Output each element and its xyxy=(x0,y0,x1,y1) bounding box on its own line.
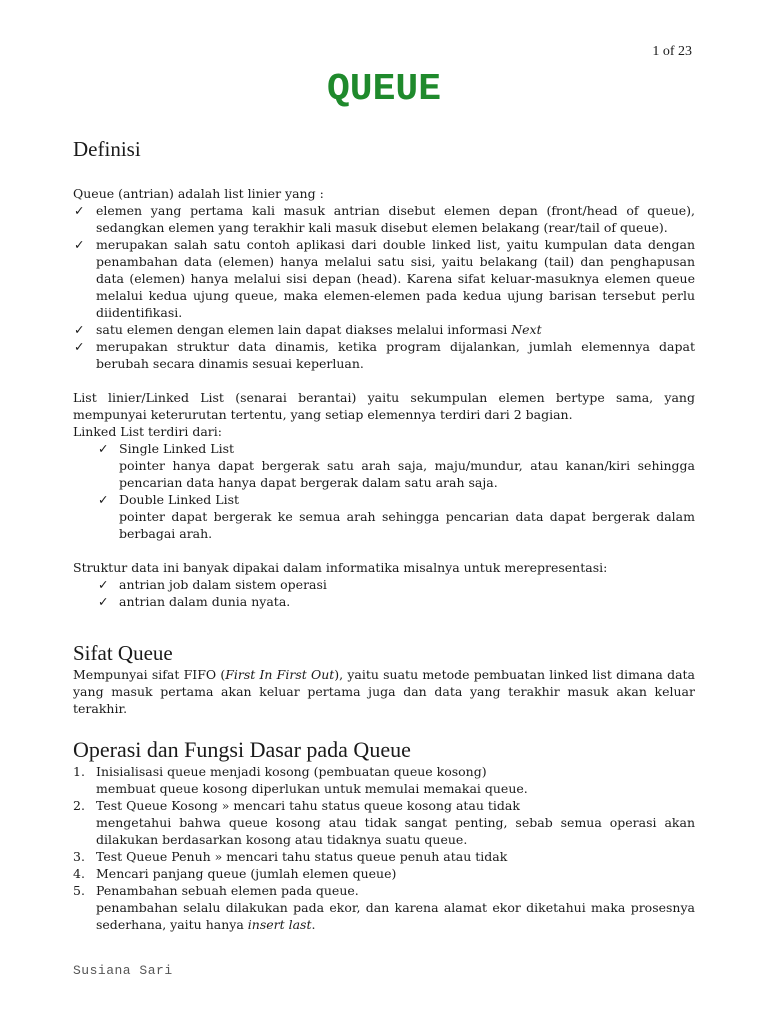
sifat-text: Mempunyai sifat FIFO (First In First Out), yaitu suatu metode pembuatan linked list dimana data yang masuk pertama akan keluar pertama juga dan data yang terakhir masuk akan keluar terakhir. xyxy=(73,667,696,716)
linked-list-definition: List linier/Linked List (senarai berantai) yaitu sekumpulan elemen bertype sama, yang mempunyai keterurutan tertentu, yang setiap elemennya terdiri dari 2 bagian. xyxy=(73,390,695,422)
list-item: 1. Inisialisasi queue menjadi kosong (pembuatan queue kosong) membuat queue kosong diperlukan untuk memulai memakai queue. xyxy=(73,764,528,796)
type-name: Single Linked List xyxy=(119,441,235,456)
document-body xyxy=(73,136,695,933)
queue-intro: Queue (antrian) adalah list linier yang : xyxy=(73,186,324,201)
operasi-heading: Operasi dan Fungsi Dasar pada Queue xyxy=(73,737,411,762)
list-item: ✓ elemen yang pertama kali masuk antrian disebut elemen depan (front/head of queue), sedangkan elemen yang terakhir kali masuk disebut elemen belakang (rear/tail of queue). xyxy=(74,203,695,235)
type-desc: pointer hanya dapat bergerak satu arah saja, maju/mundur, atau kanan/kiri sehingga pencarian data hanya dapat bergerak dalam satu arah saja. xyxy=(119,458,695,490)
fifo-italic: First In First Out xyxy=(225,667,335,682)
insert-last-italic: insert last xyxy=(247,917,312,932)
italic-next: Next xyxy=(511,322,542,337)
list-item: ✓ satu elemen dengan elemen lain dapat diakses melalui informasi Next xyxy=(74,322,542,337)
sifat-heading: Sifat Queue xyxy=(73,641,173,665)
check-icon: ✓ xyxy=(98,441,109,456)
check-icon: ✓ xyxy=(74,322,85,337)
check-icon: ✓ xyxy=(98,577,109,592)
list-item: ✓ antrian job dalam sistem operasi xyxy=(98,577,327,592)
list-item: 4. Mencari panjang queue (jumlah elemen queue) xyxy=(73,866,397,881)
check-icon: ✓ xyxy=(74,237,85,252)
check-icon: ✓ xyxy=(74,203,85,218)
operations-list xyxy=(73,763,695,933)
list-item xyxy=(96,491,695,542)
linked-list-intro: Linked List terdiri dari: xyxy=(73,424,222,439)
type-desc: pointer dapat bergerak ke semua arah sehingga pencarian data dapat bergerak dalam berbagai arah. xyxy=(119,509,695,541)
check-icon: ✓ xyxy=(74,339,85,354)
list-item xyxy=(96,440,695,491)
type-name: Double Linked List xyxy=(119,492,240,507)
usage-intro: Struktur data ini banyak dipakai dalam informatika misalnya untuk merepresentasi: xyxy=(73,560,608,575)
list-item: 2. Test Queue Kosong » mencari tahu status queue kosong atau tidak mengetahui bahwa queue kosong atau tidak sangat penting, sebab semua operasi akan dilakukan berdasarkan kosong atau tidaknya suatu queue. xyxy=(73,798,695,847)
check-icon: ✓ xyxy=(98,492,109,507)
usage-list xyxy=(73,576,695,610)
page-number: 1 of 23 xyxy=(652,44,692,59)
document-title: QUEUE xyxy=(326,68,442,111)
check-icon: ✓ xyxy=(98,594,109,609)
list-item: 5. Penambahan sebuah elemen pada queue. penambahan selalu dilakukan pada ekor, dan karena alamat ekor diketahui maka prosesnya sederhana, yaitu hanya insert last. xyxy=(73,883,695,932)
author-footer: Susiana Sari xyxy=(73,963,173,978)
definition-list xyxy=(73,202,695,372)
list-item: ✓ merupakan struktur data dinamis, ketika program dijalankan, jumlah elemennya dapat berubah secara dinamis sesuai keperluan. xyxy=(74,339,695,371)
definisi-heading: Definisi xyxy=(73,137,141,161)
linked-list-types xyxy=(73,440,695,542)
list-item: 3. Test Queue Penuh » mencari tahu status queue penuh atau tidak xyxy=(73,849,508,864)
list-item: ✓ merupakan salah satu contoh aplikasi dari double linked list, yaitu kumpulan data dengan penambahan data (elemen) hanya melalui satu sisi, yaitu belakang (tail) dan penghapusan data (elemen) hanya melalui sisi depan (head). Karena sifat keluar-masuknya elemen queue melalui kedua ujung queue, maka elemen-elemen pada kedua ujung barisan tersebut perlu diidentifikasi. xyxy=(74,237,695,320)
list-item: ✓ antrian dalam dunia nyata. xyxy=(98,594,291,609)
